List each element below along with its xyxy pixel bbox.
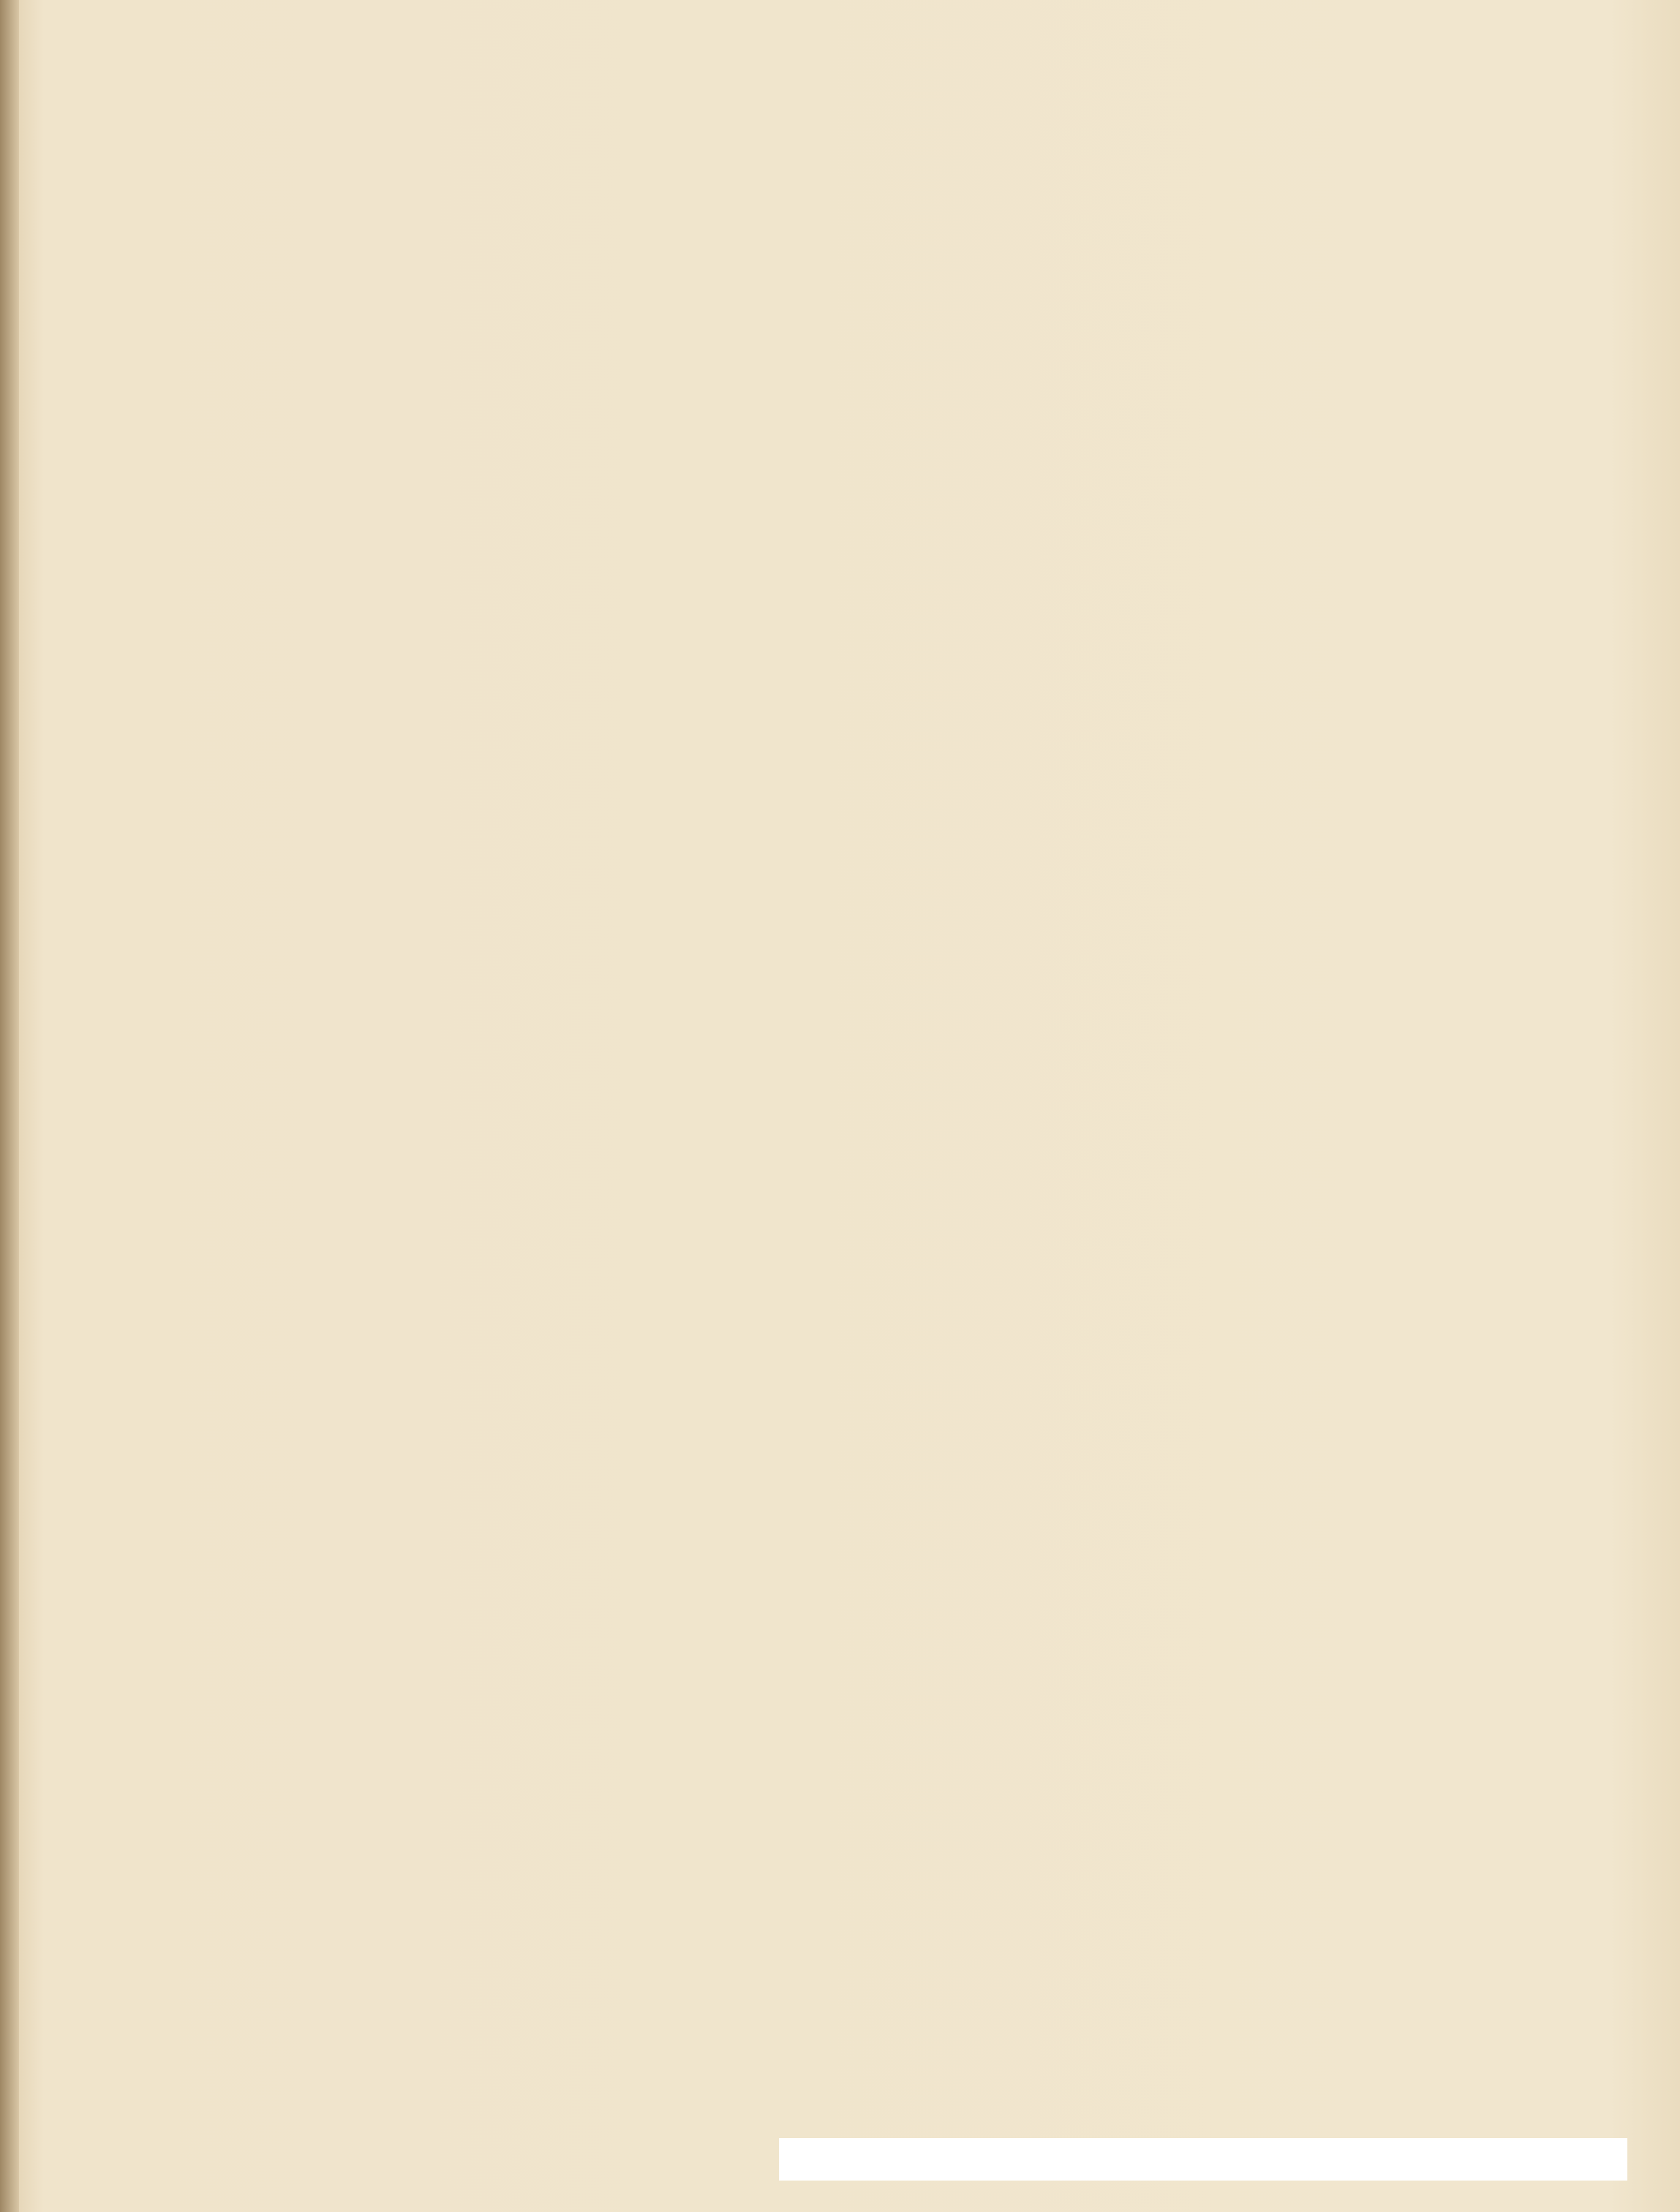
watermark-caption xyxy=(779,2138,1627,2181)
gutter-shadow xyxy=(0,0,19,2212)
page-header xyxy=(369,196,1474,269)
